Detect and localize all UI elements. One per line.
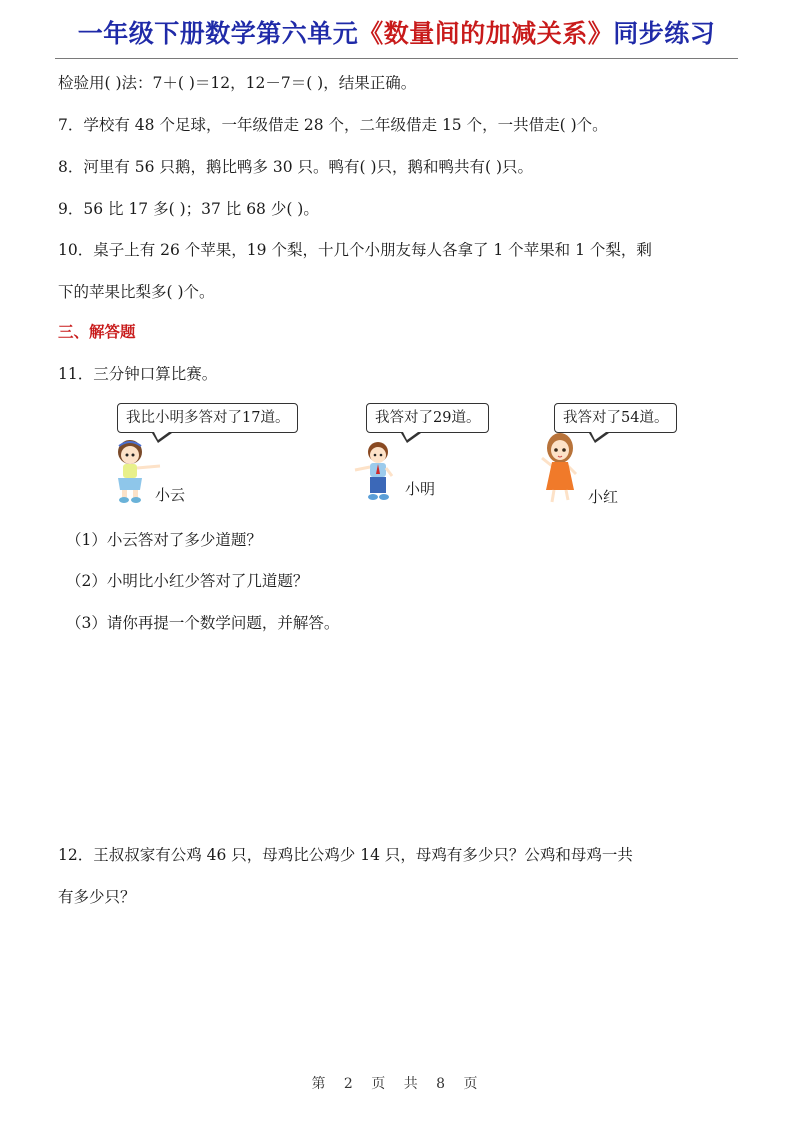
speech-bubble-xiaoming <box>366 403 489 433</box>
boy-icon <box>352 440 400 502</box>
question-11-stem: 11．三分钟口算比赛。 <box>58 365 218 383</box>
speech-text: 我答对了29道。 <box>375 410 481 426</box>
character-name-xiaoyun: 小云 <box>155 486 186 504</box>
question-10-line2: 下的苹果比梨多( )个。 <box>58 283 215 301</box>
title-unit: 《数量间的加减关系》 <box>358 19 614 48</box>
speech-bubble-xiaohong <box>554 403 677 433</box>
page-title <box>0 14 793 50</box>
page-number: 第 2 页 共 8 页 <box>311 1076 482 1092</box>
question-6-continued: 检验用( )法：7＋( )＝12，12－7＝( )，结果正确。 <box>58 74 417 92</box>
question-10-line1: 10．桌子上有 26 个苹果，19 个梨，十几个小朋友每人各拿了 1 个苹果和 1 个梨，剩 <box>58 241 652 259</box>
question-12-line1: 12．王叔叔家有公鸡 46 只，母鸡比公鸡少 14 只，母鸡有多少只？公鸡和母鸡一共 <box>58 846 633 864</box>
question-11-part-1: （1）小云答对了多少道题？ <box>66 531 262 549</box>
girl-orange-dress-icon <box>538 432 582 504</box>
question-11-part-2: （2）小明比小红少答对了几道题？ <box>66 572 309 590</box>
header-divider <box>55 58 738 59</box>
section-heading-answer-questions: 三、解答题 <box>58 323 136 341</box>
question-8: 8．河里有 56 只鹅，鹅比鸭多 30 只。鸭有( )只，鹅和鸭共有( )只。 <box>58 158 534 176</box>
question-11-part-3: （3）请你再提一个数学问题，并解答。 <box>66 614 340 632</box>
question-9: 9．56 比 17 多( )；37 比 68 少( )。 <box>58 200 319 218</box>
speech-text: 我答对了54道。 <box>563 410 669 426</box>
speech-text: 我比小明多答对了17道。 <box>126 410 290 426</box>
title-practice: 同步练习 <box>613 19 716 48</box>
character-name-xiaoming: 小明 <box>405 480 436 498</box>
question-7: 7．学校有 48 个足球，一年级借走 28 个，二年级借走 15 个，一共借走( )个。 <box>58 116 608 134</box>
speech-bubble-xiaoyun <box>117 403 298 433</box>
title-grade: 一年级下册数学第六单元 <box>77 19 359 48</box>
question-12-line2: 有多少只？ <box>58 888 136 906</box>
character-name-xiaohong: 小红 <box>588 488 619 506</box>
